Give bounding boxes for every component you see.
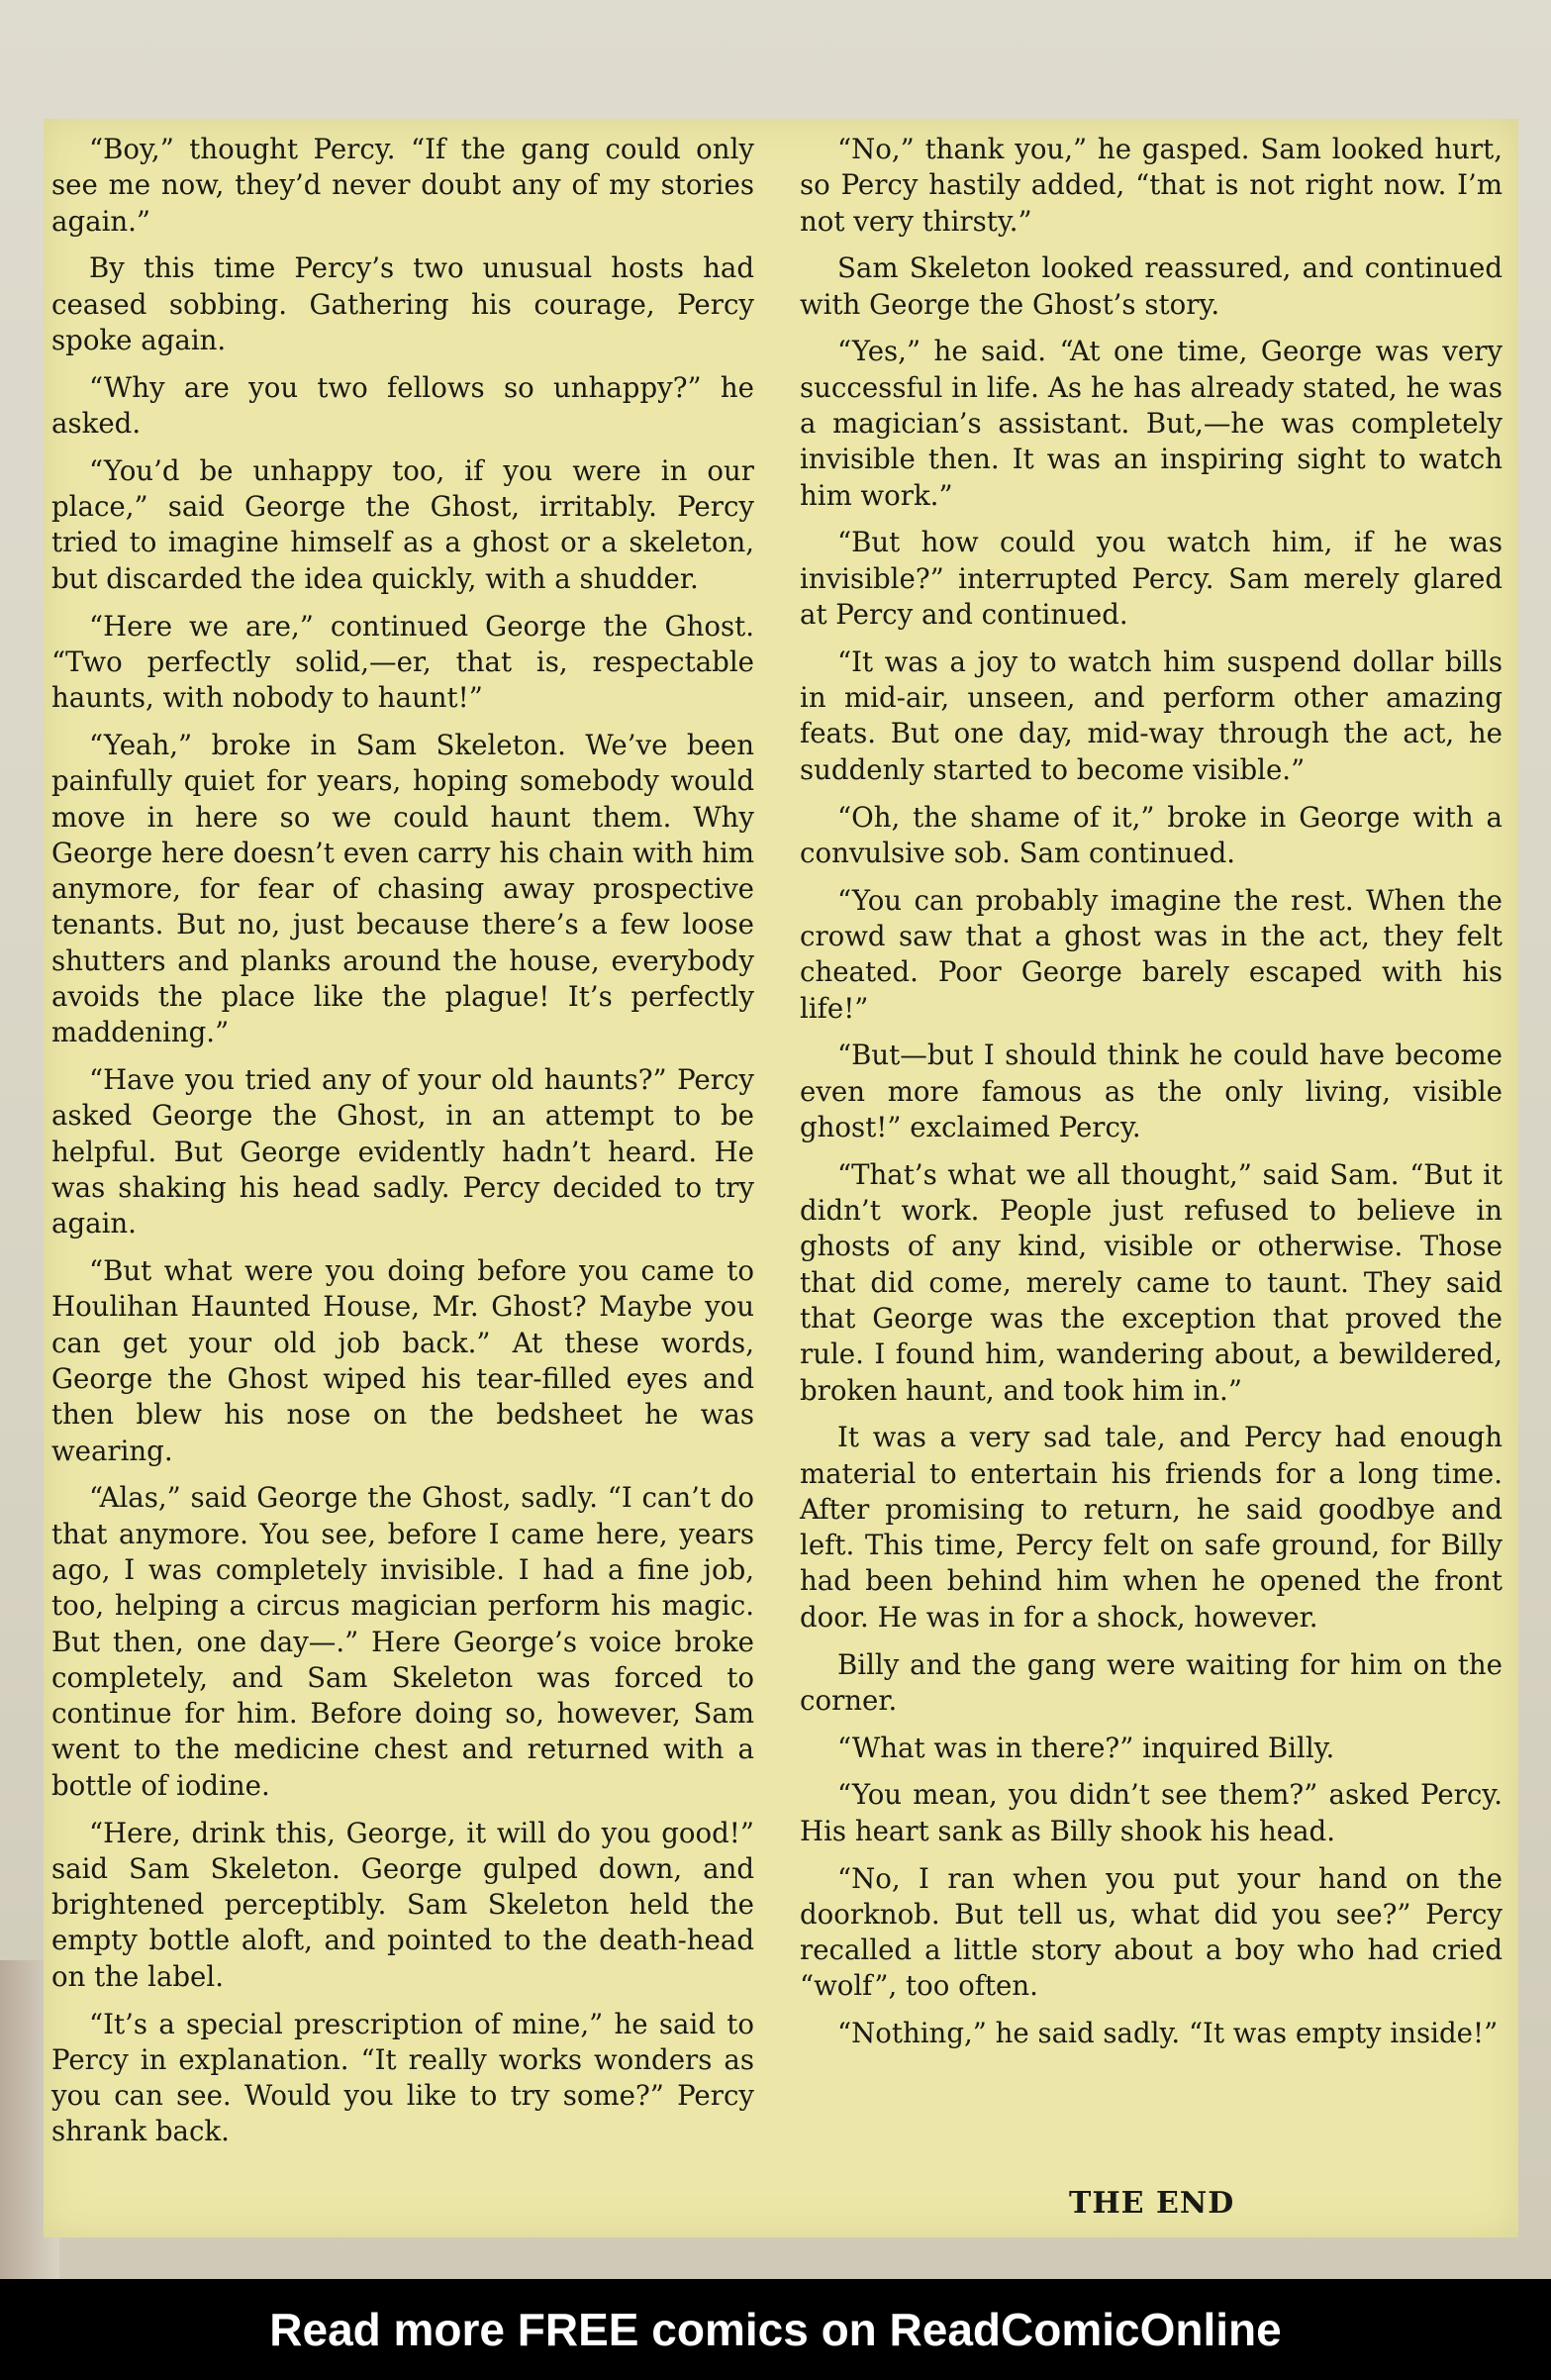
paragraph: “Yeah,” broke in Sam Skeleton. We’ve been painfully quiet for years, hoping somebody would move in here so we could haunt them. Why George here doesn’t even carry his chain with him anymore, for fear of chasing away prospective tenants. But no, just because there’s a few loose shutters and planks around the house, everybody avoids the place like the plague! It’s perfectly maddening.” [51,728,754,1049]
paragraph: “Here, drink this, George, it will do you good!” said Sam Skeleton. George gulped down, and brightened perceptibly. Sam Skeleton held the empty bottle aloft, and pointed to the death-head on the label. [51,1816,754,1993]
paragraph: Billy and the gang were waiting for him on the corner. [800,1647,1503,1717]
paragraph: “You’d be unhappy too, if you were in our place,” said George the Ghost, irritably. Percy tried to imagine himself as a ghost or a skeleton, but discarded the idea quickly, with a shudder. [51,453,754,595]
paragraph: “It was a joy to watch him suspend dollar bills in mid-air, unseen, and perform other amazing feats. But one day, mid-way through the act, he suddenly started to become visible.” [800,645,1503,786]
paragraph: “Alas,” said George the Ghost, sadly. “I can’t do that anymore. You see, before I came here, years ago, I was completely invisible. I had a fine job, too, helping a circus magician perform his magic. But then, one day—.” Here George’s voice broke completely, and Sam Skeleton was forced to continue for him. Before doing so, however, Sam went to the medicine chest and returned with a bottle of iodine. [51,1481,754,1802]
paragraph: “Why are you two fellows so unhappy?” he asked. [51,370,754,441]
paragraph: “Oh, the shame of it,” broke in George with a convulsive sob. Sam continued. [800,800,1503,869]
paragraph: “No, I ran when you put your hand on the doorknob. But tell us, what did you see?” Percy recalled a little story about a boy who had cried “wolf”, too often. [800,1861,1503,2003]
paragraph: “No,” thank you,” he gasped. Sam looked hurt, so Percy hastily added, “that is not right now. I’m not very thirsty.” [800,133,1503,238]
paragraph: “But—but I should think he could have become even more famous as the only living, visible ghost!” exclaimed Percy. [800,1039,1503,1143]
paragraph: “But what were you doing before you came to Houlihan Haunted House, Mr. Ghost? Maybe you can get your old job back.” At these words, George the Ghost wiped his tear-filled eyes and then blew his nose on the bedsheet he was wearing. [51,1254,754,1467]
paragraph: It was a very sad tale, and Percy had enough material to entertain his friends for a long time. After promising to return, he said goodbye and left. This time, Percy felt on safe ground, for Billy had been behind him when he opened the front door. He was in for a shock, however. [800,1421,1503,1634]
paragraph: “Yes,” he said. “At one time, George was very successful in life. As he has already stated, he was a magician’s assistant. But,—he was completely invisible then. It was an inspiring sight to watch him work.” [800,335,1503,512]
paragraph: “Here we are,” continued George the Ghost. “Two perfectly solid,—er, that is, respectable haunts, with nobody to haunt!” [51,609,754,715]
paragraph: “But how could you watch him, if he was invisible?” interrupted Percy. Sam merely glared at Percy and continued. [800,526,1503,632]
paragraph: “Boy,” thought Percy. “If the gang could only see me now, they’d never doubt any of my stories again.” [51,133,754,238]
footer-text: Read more FREE comics on ReadComicOnline [269,2304,1282,2355]
paragraph: By this time Percy’s two unusual hosts had ceased sobbing. Gathering his courage, Percy spoke again. [51,251,754,356]
paragraph: “That’s what we all thought,” said Sam. “But it didn’t work. People just refused to believe in ghosts of any kind, visible or otherwise. Those that did come, merely came to taunt. They said that George was the exception that proved the rule. I found him, wandering about, a bewildered, broken haunt, and took him in.” [800,1157,1503,1407]
story-left-column [51,132,754,2161]
promo-footer-banner [0,2279,1551,2380]
paragraph: Sam Skeleton looked reassured, and continued with George the Ghost’s story. [800,251,1503,321]
story-right-column [800,132,1503,2063]
paragraph: “Have you tried any of your old haunts?” Percy asked George the Ghost, in an attempt to be helpful. But George evidently hadn’t heard. He was shaking his head sadly. Percy decided to try again. [51,1063,754,1240]
paragraph: “You mean, you didn’t see them?” asked Percy. His heart sank as Billy shook his head. [800,1778,1503,1847]
paragraph: “It’s a special prescription of mine,” he said to Percy in explanation. “It really works wonders as you can see. Would you like to try some?” Percy shrank back. [51,2007,754,2148]
the-end-label: THE END [1069,2186,1235,2221]
paragraph: “Nothing,” he said sadly. “It was empty inside!” [837,2017,1499,2050]
paragraph: “You can probably imagine the rest. When the crowd saw that a ghost was in the act, they felt cheated. Poor George barely escaped with his life!” [800,883,1503,1025]
paragraph: “What was in there?” inquired Billy. [837,1731,1335,1764]
